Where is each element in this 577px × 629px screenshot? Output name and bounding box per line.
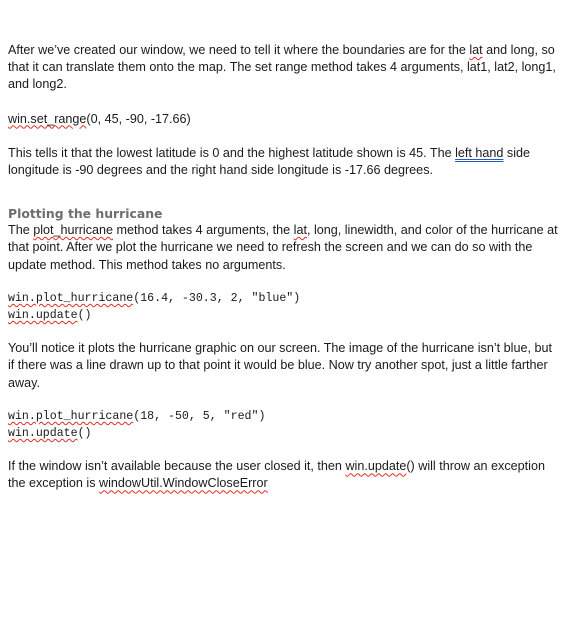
text-run: side longitude is -90 degrees and the right hand side longitude is -17.66 degrees. (8, 145, 531, 178)
spellcheck-word: plot_hurricane (33, 223, 114, 238)
paragraph-boundaries (8, 42, 560, 94)
code-line (8, 307, 560, 324)
text-run: After we’ve created our window, we need to tell it where the boundaries are for the (8, 43, 470, 57)
code-identifier: win.plot_hurricane (8, 409, 134, 423)
text-run: , long, linewidth, and color of the hurricane at that point. After we plot the hurricane we need to refresh the screen and we can do so with the update method. This method takes no arguments. (8, 223, 558, 272)
text-run: This tells it that the lowest latitude is 0 and the highest latitude shown is 45. The (8, 145, 456, 160)
code-identifier: win.plot_hurricane (8, 291, 134, 305)
code-args: () (77, 309, 92, 323)
text-run: () will throw an exception the exception is (8, 459, 545, 491)
code-args: (0, 45, -90, -17.66) (86, 111, 191, 126)
section-heading: Plotting the hurricane (8, 206, 163, 222)
code-identifier: win.update (8, 309, 78, 323)
code-line (8, 290, 560, 307)
paragraph-notice: You’ll notice it plots the hurricane graphic on our screen. The image of the hurricane isn’t blue, but if there was a line drawn up to that point it would be blue. Now try another spot, just a little farther away. (8, 341, 552, 390)
text-run: The (8, 223, 34, 238)
code-line (8, 425, 560, 442)
grammar-flagged-word: left hand (455, 145, 504, 160)
spellcheck-word: windowUtil.WindowCloseError (99, 476, 268, 491)
code-args: (16.4, -30.3, 2, "blue") (133, 291, 301, 305)
text-run: method takes 4 arguments, the (113, 223, 294, 238)
paragraph-latitude-explanation (8, 145, 560, 179)
code-identifier: win.update (8, 427, 78, 441)
paragraph-plot-hurricane (8, 222, 560, 274)
code-line (8, 408, 560, 425)
paragraph-exception (8, 458, 560, 492)
text-run: If the window isn’t available because the user closed it, then (8, 459, 346, 474)
code-args: (18, -50, 5, "red") (133, 409, 266, 423)
spellcheck-word: lat (469, 43, 483, 57)
spellcheck-word: win.update (345, 459, 407, 474)
code-set-range (8, 111, 560, 128)
spellcheck-word: lat (293, 223, 307, 238)
code-identifier: win.set_range (8, 111, 87, 126)
code-block-red (8, 408, 560, 442)
document-page (8, 42, 560, 493)
code-args: () (77, 427, 92, 441)
text-run: and long, so that it can translate them onto the map. The set range method takes 4 arguments, lat1, lat2, long1, and long2. (8, 43, 556, 92)
code-block-blue (8, 290, 560, 324)
